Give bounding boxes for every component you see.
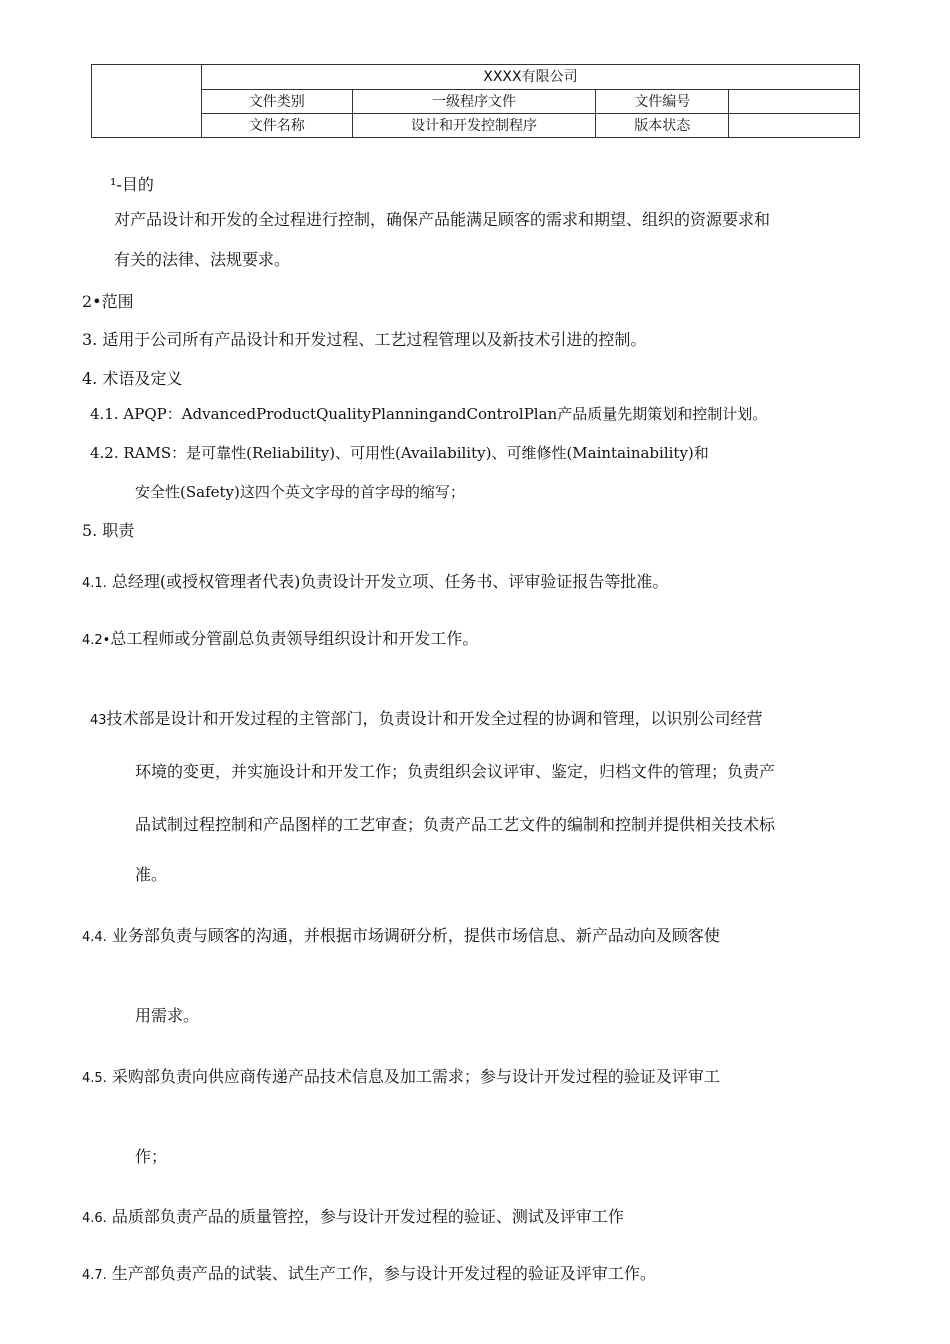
duty-text: 品质部负责产品的质量管控，参与设计开发过程的验证、测试及评审工作: [111, 1207, 624, 1226]
duty-item: [82, 1207, 624, 1229]
doc-no-label: 文件编号: [596, 90, 729, 114]
duty-text: 业务部负责与顾客的沟通，并根据市场调研分析，提供市场信息、新产品动向及顾客使: [111, 926, 720, 945]
duty-item: [82, 926, 720, 948]
terms-heading: 4. 术语及定义: [82, 369, 183, 388]
duty-number: 4.2•: [82, 633, 111, 648]
scope-heading: 2•范围: [82, 292, 134, 311]
doc-name-label: 文件名称: [201, 114, 352, 138]
document-header-table: [91, 64, 860, 138]
version-value: [729, 114, 860, 138]
duty-number: 4.5.: [82, 1071, 107, 1086]
duty-item: [82, 1067, 720, 1089]
scope-text: 3. 适用于公司所有产品设计和开发过程、工艺过程管理以及新技术引进的控制。: [82, 330, 647, 349]
duty-number: 4.4.: [82, 930, 107, 945]
duty-item: [82, 572, 668, 594]
duties-heading: 5. 职责: [82, 521, 135, 540]
purpose-text-line1: 对产品设计和开发的全过程进行控制，确保产品能满足顾客的需求和期望、组织的资源要求和: [114, 210, 771, 229]
doc-type-value: 一级程序文件: [352, 90, 596, 114]
term-rams-line2: 安全性(Safety)这四个英文字母的首字母的缩写；: [135, 483, 465, 501]
duty-text-continued: 准。: [135, 865, 168, 884]
version-label: 版本状态: [596, 114, 729, 138]
duty-item: [82, 629, 478, 651]
term-rams-line1: 4.2. RAMS：是可靠性(Reliability)、可用性(Availability)、可维修性(Maintainability)和: [90, 444, 709, 462]
doc-name-value: 设计和开发控制程序: [352, 114, 596, 138]
duty-item: [82, 1264, 656, 1286]
duty-number: 43: [90, 713, 107, 728]
company-name: XXXX有限公司: [201, 65, 859, 90]
duty-number: 4.7.: [82, 1268, 107, 1283]
duty-text-continued: 环境的变更，并实施设计和开发工作；负责组织会议评审、鉴定，归档文件的管理；负责产: [135, 762, 776, 781]
duty-text-continued: 品试制过程控制和产品图样的工艺审查；负责产品工艺文件的编制和控制并提供相关技术标: [135, 815, 776, 834]
duty-number: 4.1.: [82, 576, 107, 591]
duty-item: [90, 709, 763, 731]
logo-cell: [92, 65, 202, 138]
purpose-text-line2: 有关的法律、法规要求。: [114, 250, 291, 269]
term-apqp: 4.1. APQP：AdvancedProductQualityPlanningandControlPlan产品质量先期策划和控制计划。: [90, 405, 768, 423]
duty-text: 总工程师或分管副总负责领导组织设计和开发工作。: [110, 629, 479, 648]
duty-number: 4.6.: [82, 1211, 107, 1226]
doc-no-value: [729, 90, 860, 114]
purpose-heading: ¹-目的: [110, 175, 154, 194]
duty-text: 总经理(或授权管理者代表)负责设计开发立项、任务书、评审验证报告等批准。: [111, 572, 669, 591]
doc-type-label: 文件类别: [201, 90, 352, 114]
duty-text: 采购部负责向供应商传递产品技术信息及加工需求；参与设计开发过程的验证及评审工: [111, 1067, 720, 1086]
duty-text: 生产部负责产品的试装、试生产工作，参与设计开发过程的验证及评审工作。: [111, 1264, 656, 1283]
duty-text: 技术部是设计和开发过程的主管部门，负责设计和开发全过程的协调和管理，以识别公司经营: [106, 709, 763, 728]
duty-text-continued: 用需求。: [135, 1006, 200, 1025]
duty-text-continued: 作；: [135, 1147, 168, 1166]
